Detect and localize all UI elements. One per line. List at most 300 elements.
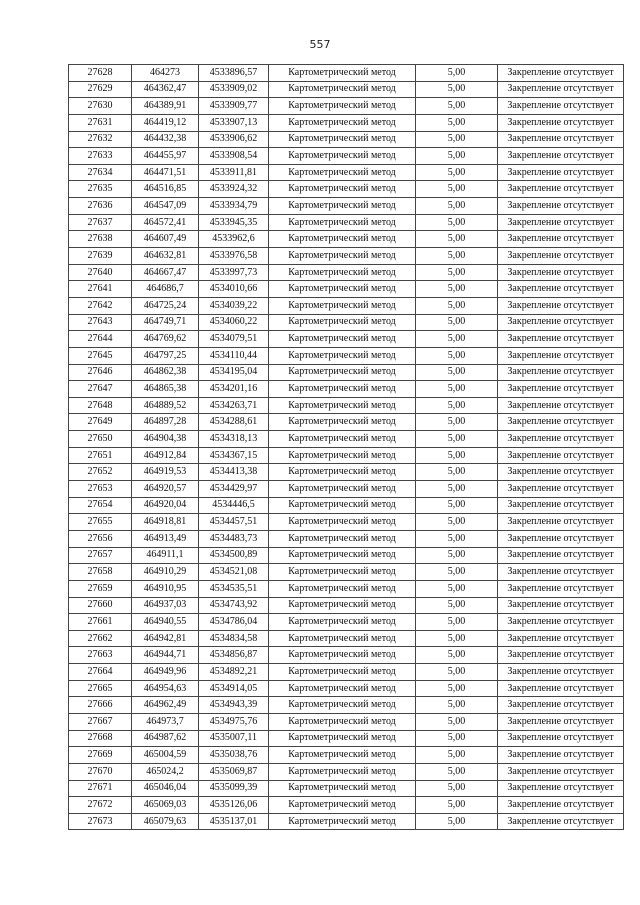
accuracy-cell: 5,00 [416,547,498,564]
accuracy-cell: 5,00 [416,281,498,298]
table-row [69,464,624,481]
fixing-description-cell: Закрепление отсутствует [498,763,624,780]
point-number-cell: 27638 [69,231,132,248]
point-number-cell: 27628 [69,65,132,82]
method-cell: Картометрический метод [269,580,416,597]
table-row [69,447,624,464]
method-cell: Картометрический метод [269,131,416,148]
fixing-description-cell: Закрепление отсутствует [498,530,624,547]
fixing-description-cell: Закрепление отсутствует [498,164,624,181]
table-row [69,664,624,681]
accuracy-cell: 5,00 [416,431,498,448]
x-coordinate-cell: 465046,04 [132,780,199,797]
x-coordinate-cell: 464918,81 [132,514,199,531]
method-cell: Картометрический метод [269,813,416,830]
point-number-cell: 27670 [69,763,132,780]
table-row [69,763,624,780]
table-row [69,514,624,531]
fixing-description-cell: Закрепление отсутствует [498,614,624,631]
table-row [69,680,624,697]
fixing-description-cell: Закрепление отсутствует [498,181,624,198]
accuracy-cell: 5,00 [416,813,498,830]
x-coordinate-cell: 464725,24 [132,297,199,314]
x-coordinate-cell: 464942,81 [132,630,199,647]
fixing-description-cell: Закрепление отсутствует [498,780,624,797]
y-coordinate-cell: 4533962,6 [199,231,269,248]
y-coordinate-cell: 4534288,61 [199,414,269,431]
y-coordinate-cell: 4534483,73 [199,530,269,547]
accuracy-cell: 5,00 [416,713,498,730]
point-number-cell: 27649 [69,414,132,431]
table-row [69,614,624,631]
table-row [69,231,624,248]
accuracy-cell: 5,00 [416,680,498,697]
x-coordinate-cell: 464769,62 [132,331,199,348]
table-row [69,214,624,231]
point-number-cell: 27665 [69,680,132,697]
method-cell: Картометрический метод [269,664,416,681]
accuracy-cell: 5,00 [416,481,498,498]
table-row [69,264,624,281]
y-coordinate-cell: 4534201,16 [199,381,269,398]
y-coordinate-cell: 4534943,39 [199,697,269,714]
table-row [69,481,624,498]
fixing-description-cell: Закрепление отсутствует [498,198,624,215]
y-coordinate-cell: 4533896,57 [199,65,269,82]
method-cell: Картометрический метод [269,647,416,664]
accuracy-cell: 5,00 [416,580,498,597]
y-coordinate-cell: 4535038,76 [199,747,269,764]
method-cell: Картометрический метод [269,397,416,414]
x-coordinate-cell: 464920,57 [132,481,199,498]
coordinates-table [68,64,624,830]
table-row [69,431,624,448]
accuracy-cell: 5,00 [416,664,498,681]
table-row [69,497,624,514]
method-cell: Картометрический метод [269,347,416,364]
point-number-cell: 27662 [69,630,132,647]
method-cell: Картометрический метод [269,497,416,514]
x-coordinate-cell: 464937,03 [132,597,199,614]
x-coordinate-cell: 464686,7 [132,281,199,298]
method-cell: Картометрический метод [269,797,416,814]
accuracy-cell: 5,00 [416,414,498,431]
table-row [69,730,624,747]
point-number-cell: 27666 [69,697,132,714]
fixing-description-cell: Закрепление отсутствует [498,397,624,414]
y-coordinate-cell: 4534856,87 [199,647,269,664]
y-coordinate-cell: 4535137,01 [199,813,269,830]
fixing-description-cell: Закрепление отсутствует [498,580,624,597]
point-number-cell: 27651 [69,447,132,464]
point-number-cell: 27657 [69,547,132,564]
x-coordinate-cell: 464944,71 [132,647,199,664]
point-number-cell: 27642 [69,297,132,314]
accuracy-cell: 5,00 [416,214,498,231]
method-cell: Картометрический метод [269,514,416,531]
table-row [69,331,624,348]
fixing-description-cell: Закрепление отсутствует [498,481,624,498]
table-row [69,347,624,364]
accuracy-cell: 5,00 [416,797,498,814]
y-coordinate-cell: 4534195,04 [199,364,269,381]
y-coordinate-cell: 4535126,06 [199,797,269,814]
x-coordinate-cell: 464911,1 [132,547,199,564]
method-cell: Картометрический метод [269,164,416,181]
accuracy-cell: 5,00 [416,763,498,780]
y-coordinate-cell: 4534010,66 [199,281,269,298]
method-cell: Картометрический метод [269,713,416,730]
point-number-cell: 27640 [69,264,132,281]
method-cell: Картометрический метод [269,264,416,281]
point-number-cell: 27634 [69,164,132,181]
point-number-cell: 27650 [69,431,132,448]
point-number-cell: 27664 [69,664,132,681]
method-cell: Картометрический метод [269,431,416,448]
x-coordinate-cell: 464273 [132,65,199,82]
x-coordinate-cell: 464455,97 [132,148,199,165]
fixing-description-cell: Закрепление отсутствует [498,813,624,830]
table-row [69,630,624,647]
fixing-description-cell: Закрепление отсутствует [498,414,624,431]
accuracy-cell: 5,00 [416,530,498,547]
accuracy-cell: 5,00 [416,297,498,314]
x-coordinate-cell: 465024,2 [132,763,199,780]
method-cell: Картометрический метод [269,281,416,298]
table-row [69,797,624,814]
method-cell: Картометрический метод [269,114,416,131]
fixing-description-cell: Закрепление отсутствует [498,314,624,331]
x-coordinate-cell: 464889,52 [132,397,199,414]
x-coordinate-cell: 465004,59 [132,747,199,764]
fixing-description-cell: Закрепление отсутствует [498,131,624,148]
method-cell: Картометрический метод [269,364,416,381]
point-number-cell: 27656 [69,530,132,547]
accuracy-cell: 5,00 [416,647,498,664]
table-row [69,248,624,265]
y-coordinate-cell: 4534367,15 [199,447,269,464]
x-coordinate-cell: 464940,55 [132,614,199,631]
y-coordinate-cell: 4533908,54 [199,148,269,165]
method-cell: Картометрический метод [269,597,416,614]
fixing-description-cell: Закрепление отсутствует [498,697,624,714]
fixing-description-cell: Закрепление отсутствует [498,497,624,514]
method-cell: Картометрический метод [269,464,416,481]
point-number-cell: 27647 [69,381,132,398]
x-coordinate-cell: 464897,28 [132,414,199,431]
table-row [69,148,624,165]
y-coordinate-cell: 4534079,51 [199,331,269,348]
table-row [69,713,624,730]
fixing-description-cell: Закрепление отсутствует [498,680,624,697]
fixing-description-cell: Закрепление отсутствует [498,364,624,381]
table-row [69,530,624,547]
accuracy-cell: 5,00 [416,747,498,764]
accuracy-cell: 5,00 [416,780,498,797]
table-row [69,547,624,564]
fixing-description-cell: Закрепление отсутствует [498,65,624,82]
y-coordinate-cell: 4534975,76 [199,713,269,730]
y-coordinate-cell: 4534060,22 [199,314,269,331]
y-coordinate-cell: 4534457,51 [199,514,269,531]
table-row [69,164,624,181]
table-row [69,381,624,398]
y-coordinate-cell: 4534892,21 [199,664,269,681]
fixing-description-cell: Закрепление отсутствует [498,331,624,348]
y-coordinate-cell: 4534263,71 [199,397,269,414]
method-cell: Картометрический метод [269,547,416,564]
method-cell: Картометрический метод [269,148,416,165]
x-coordinate-cell: 464954,63 [132,680,199,697]
method-cell: Картометрический метод [269,447,416,464]
fixing-description-cell: Закрепление отсутствует [498,297,624,314]
y-coordinate-cell: 4533909,02 [199,81,269,98]
point-number-cell: 27669 [69,747,132,764]
x-coordinate-cell: 464607,49 [132,231,199,248]
point-number-cell: 27631 [69,114,132,131]
fixing-description-cell: Закрепление отсутствует [498,231,624,248]
fixing-description-cell: Закрепление отсутствует [498,98,624,115]
point-number-cell: 27633 [69,148,132,165]
x-coordinate-cell: 464516,85 [132,181,199,198]
method-cell: Картометрический метод [269,98,416,115]
x-coordinate-cell: 464913,49 [132,530,199,547]
accuracy-cell: 5,00 [416,364,498,381]
x-coordinate-cell: 464547,09 [132,198,199,215]
y-coordinate-cell: 4533997,73 [199,264,269,281]
table-row [69,65,624,82]
method-cell: Картометрический метод [269,214,416,231]
table-row [69,397,624,414]
fixing-description-cell: Закрепление отсутствует [498,647,624,664]
x-coordinate-cell: 464389,91 [132,98,199,115]
method-cell: Картометрический метод [269,481,416,498]
fixing-description-cell: Закрепление отсутствует [498,447,624,464]
fixing-description-cell: Закрепление отсутствует [498,747,624,764]
y-coordinate-cell: 4534413,38 [199,464,269,481]
x-coordinate-cell: 464572,41 [132,214,199,231]
x-coordinate-cell: 464987,62 [132,730,199,747]
accuracy-cell: 5,00 [416,381,498,398]
table-row [69,780,624,797]
x-coordinate-cell: 464749,71 [132,314,199,331]
method-cell: Картометрический метод [269,81,416,98]
method-cell: Картометрический метод [269,730,416,747]
point-number-cell: 27652 [69,464,132,481]
accuracy-cell: 5,00 [416,114,498,131]
y-coordinate-cell: 4534110,44 [199,347,269,364]
table-row [69,281,624,298]
point-number-cell: 27667 [69,713,132,730]
fixing-description-cell: Закрепление отсутствует [498,547,624,564]
y-coordinate-cell: 4533907,13 [199,114,269,131]
fixing-description-cell: Закрепление отсутствует [498,564,624,581]
x-coordinate-cell: 464862,38 [132,364,199,381]
table-row [69,314,624,331]
method-cell: Картометрический метод [269,530,416,547]
y-coordinate-cell: 4535069,87 [199,763,269,780]
page-number: 557 [309,38,331,51]
fixing-description-cell: Закрепление отсутствует [498,381,624,398]
accuracy-cell: 5,00 [416,347,498,364]
point-number-cell: 27659 [69,580,132,597]
y-coordinate-cell: 4533945,35 [199,214,269,231]
method-cell: Картометрический метод [269,314,416,331]
point-number-cell: 27661 [69,614,132,631]
fixing-description-cell: Закрепление отсутствует [498,431,624,448]
table-row [69,297,624,314]
accuracy-cell: 5,00 [416,331,498,348]
method-cell: Картометрический метод [269,297,416,314]
y-coordinate-cell: 4534535,51 [199,580,269,597]
x-coordinate-cell: 464910,95 [132,580,199,597]
x-coordinate-cell: 464910,29 [132,564,199,581]
point-number-cell: 27672 [69,797,132,814]
accuracy-cell: 5,00 [416,231,498,248]
method-cell: Картометрический метод [269,414,416,431]
accuracy-cell: 5,00 [416,564,498,581]
point-number-cell: 27671 [69,780,132,797]
method-cell: Картометрический метод [269,763,416,780]
accuracy-cell: 5,00 [416,697,498,714]
fixing-description-cell: Закрепление отсутствует [498,347,624,364]
table-row [69,364,624,381]
table-row [69,580,624,597]
x-coordinate-cell: 464904,38 [132,431,199,448]
method-cell: Картометрический метод [269,780,416,797]
accuracy-cell: 5,00 [416,264,498,281]
method-cell: Картометрический метод [269,747,416,764]
fixing-description-cell: Закрепление отсутствует [498,630,624,647]
table-row [69,198,624,215]
method-cell: Картометрический метод [269,198,416,215]
fixing-description-cell: Закрепление отсутствует [498,713,624,730]
y-coordinate-cell: 4533924,32 [199,181,269,198]
point-number-cell: 27673 [69,813,132,830]
accuracy-cell: 5,00 [416,131,498,148]
accuracy-cell: 5,00 [416,314,498,331]
y-coordinate-cell: 4535007,11 [199,730,269,747]
table-row [69,747,624,764]
fixing-description-cell: Закрепление отсутствует [498,664,624,681]
y-coordinate-cell: 4533906,62 [199,131,269,148]
y-coordinate-cell: 4534446,5 [199,497,269,514]
x-coordinate-cell: 464920,04 [132,497,199,514]
x-coordinate-cell: 464912,84 [132,447,199,464]
fixing-description-cell: Закрепление отсутствует [498,248,624,265]
accuracy-cell: 5,00 [416,464,498,481]
y-coordinate-cell: 4533909,77 [199,98,269,115]
y-coordinate-cell: 4534786,04 [199,614,269,631]
y-coordinate-cell: 4534039,22 [199,297,269,314]
x-coordinate-cell: 464362,47 [132,81,199,98]
x-coordinate-cell: 464973,7 [132,713,199,730]
x-coordinate-cell: 464667,47 [132,264,199,281]
accuracy-cell: 5,00 [416,497,498,514]
accuracy-cell: 5,00 [416,248,498,265]
method-cell: Картометрический метод [269,181,416,198]
x-coordinate-cell: 464919,53 [132,464,199,481]
method-cell: Картометрический метод [269,680,416,697]
accuracy-cell: 5,00 [416,65,498,82]
point-number-cell: 27655 [69,514,132,531]
fixing-description-cell: Закрепление отсутствует [498,464,624,481]
point-number-cell: 27658 [69,564,132,581]
point-number-cell: 27635 [69,181,132,198]
y-coordinate-cell: 4534743,92 [199,597,269,614]
x-coordinate-cell: 464949,96 [132,664,199,681]
point-number-cell: 27660 [69,597,132,614]
table-row [69,414,624,431]
point-number-cell: 27645 [69,347,132,364]
point-number-cell: 27630 [69,98,132,115]
y-coordinate-cell: 4534834,58 [199,630,269,647]
method-cell: Картометрический метод [269,248,416,265]
table-row [69,81,624,98]
point-number-cell: 27632 [69,131,132,148]
accuracy-cell: 5,00 [416,98,498,115]
method-cell: Картометрический метод [269,381,416,398]
accuracy-cell: 5,00 [416,447,498,464]
point-number-cell: 27643 [69,314,132,331]
table-row [69,697,624,714]
table-row [69,98,624,115]
accuracy-cell: 5,00 [416,81,498,98]
method-cell: Картометрический метод [269,614,416,631]
fixing-description-cell: Закрепление отсутствует [498,797,624,814]
fixing-description-cell: Закрепление отсутствует [498,264,624,281]
accuracy-cell: 5,00 [416,597,498,614]
accuracy-cell: 5,00 [416,181,498,198]
point-number-cell: 27653 [69,481,132,498]
table-row [69,131,624,148]
y-coordinate-cell: 4533976,58 [199,248,269,265]
method-cell: Картометрический метод [269,331,416,348]
y-coordinate-cell: 4534521,08 [199,564,269,581]
y-coordinate-cell: 4534914,05 [199,680,269,697]
point-number-cell: 27644 [69,331,132,348]
point-number-cell: 27637 [69,214,132,231]
fixing-description-cell: Закрепление отсутствует [498,514,624,531]
coordinates-table-body [69,65,624,830]
table-row [69,597,624,614]
x-coordinate-cell: 464865,38 [132,381,199,398]
fixing-description-cell: Закрепление отсутствует [498,597,624,614]
method-cell: Картометрический метод [269,65,416,82]
fixing-description-cell: Закрепление отсутствует [498,114,624,131]
y-coordinate-cell: 4533934,79 [199,198,269,215]
point-number-cell: 27636 [69,198,132,215]
accuracy-cell: 5,00 [416,630,498,647]
point-number-cell: 27646 [69,364,132,381]
method-cell: Картометрический метод [269,564,416,581]
point-number-cell: 27668 [69,730,132,747]
point-number-cell: 27629 [69,81,132,98]
point-number-cell: 27663 [69,647,132,664]
table-row [69,181,624,198]
x-coordinate-cell: 464419,12 [132,114,199,131]
fixing-description-cell: Закрепление отсутствует [498,281,624,298]
accuracy-cell: 5,00 [416,198,498,215]
x-coordinate-cell: 464432,38 [132,131,199,148]
x-coordinate-cell: 464962,49 [132,697,199,714]
y-coordinate-cell: 4534318,13 [199,431,269,448]
table-row [69,813,624,830]
table-row [69,647,624,664]
y-coordinate-cell: 4534429,97 [199,481,269,498]
point-number-cell: 27641 [69,281,132,298]
table-row [69,564,624,581]
